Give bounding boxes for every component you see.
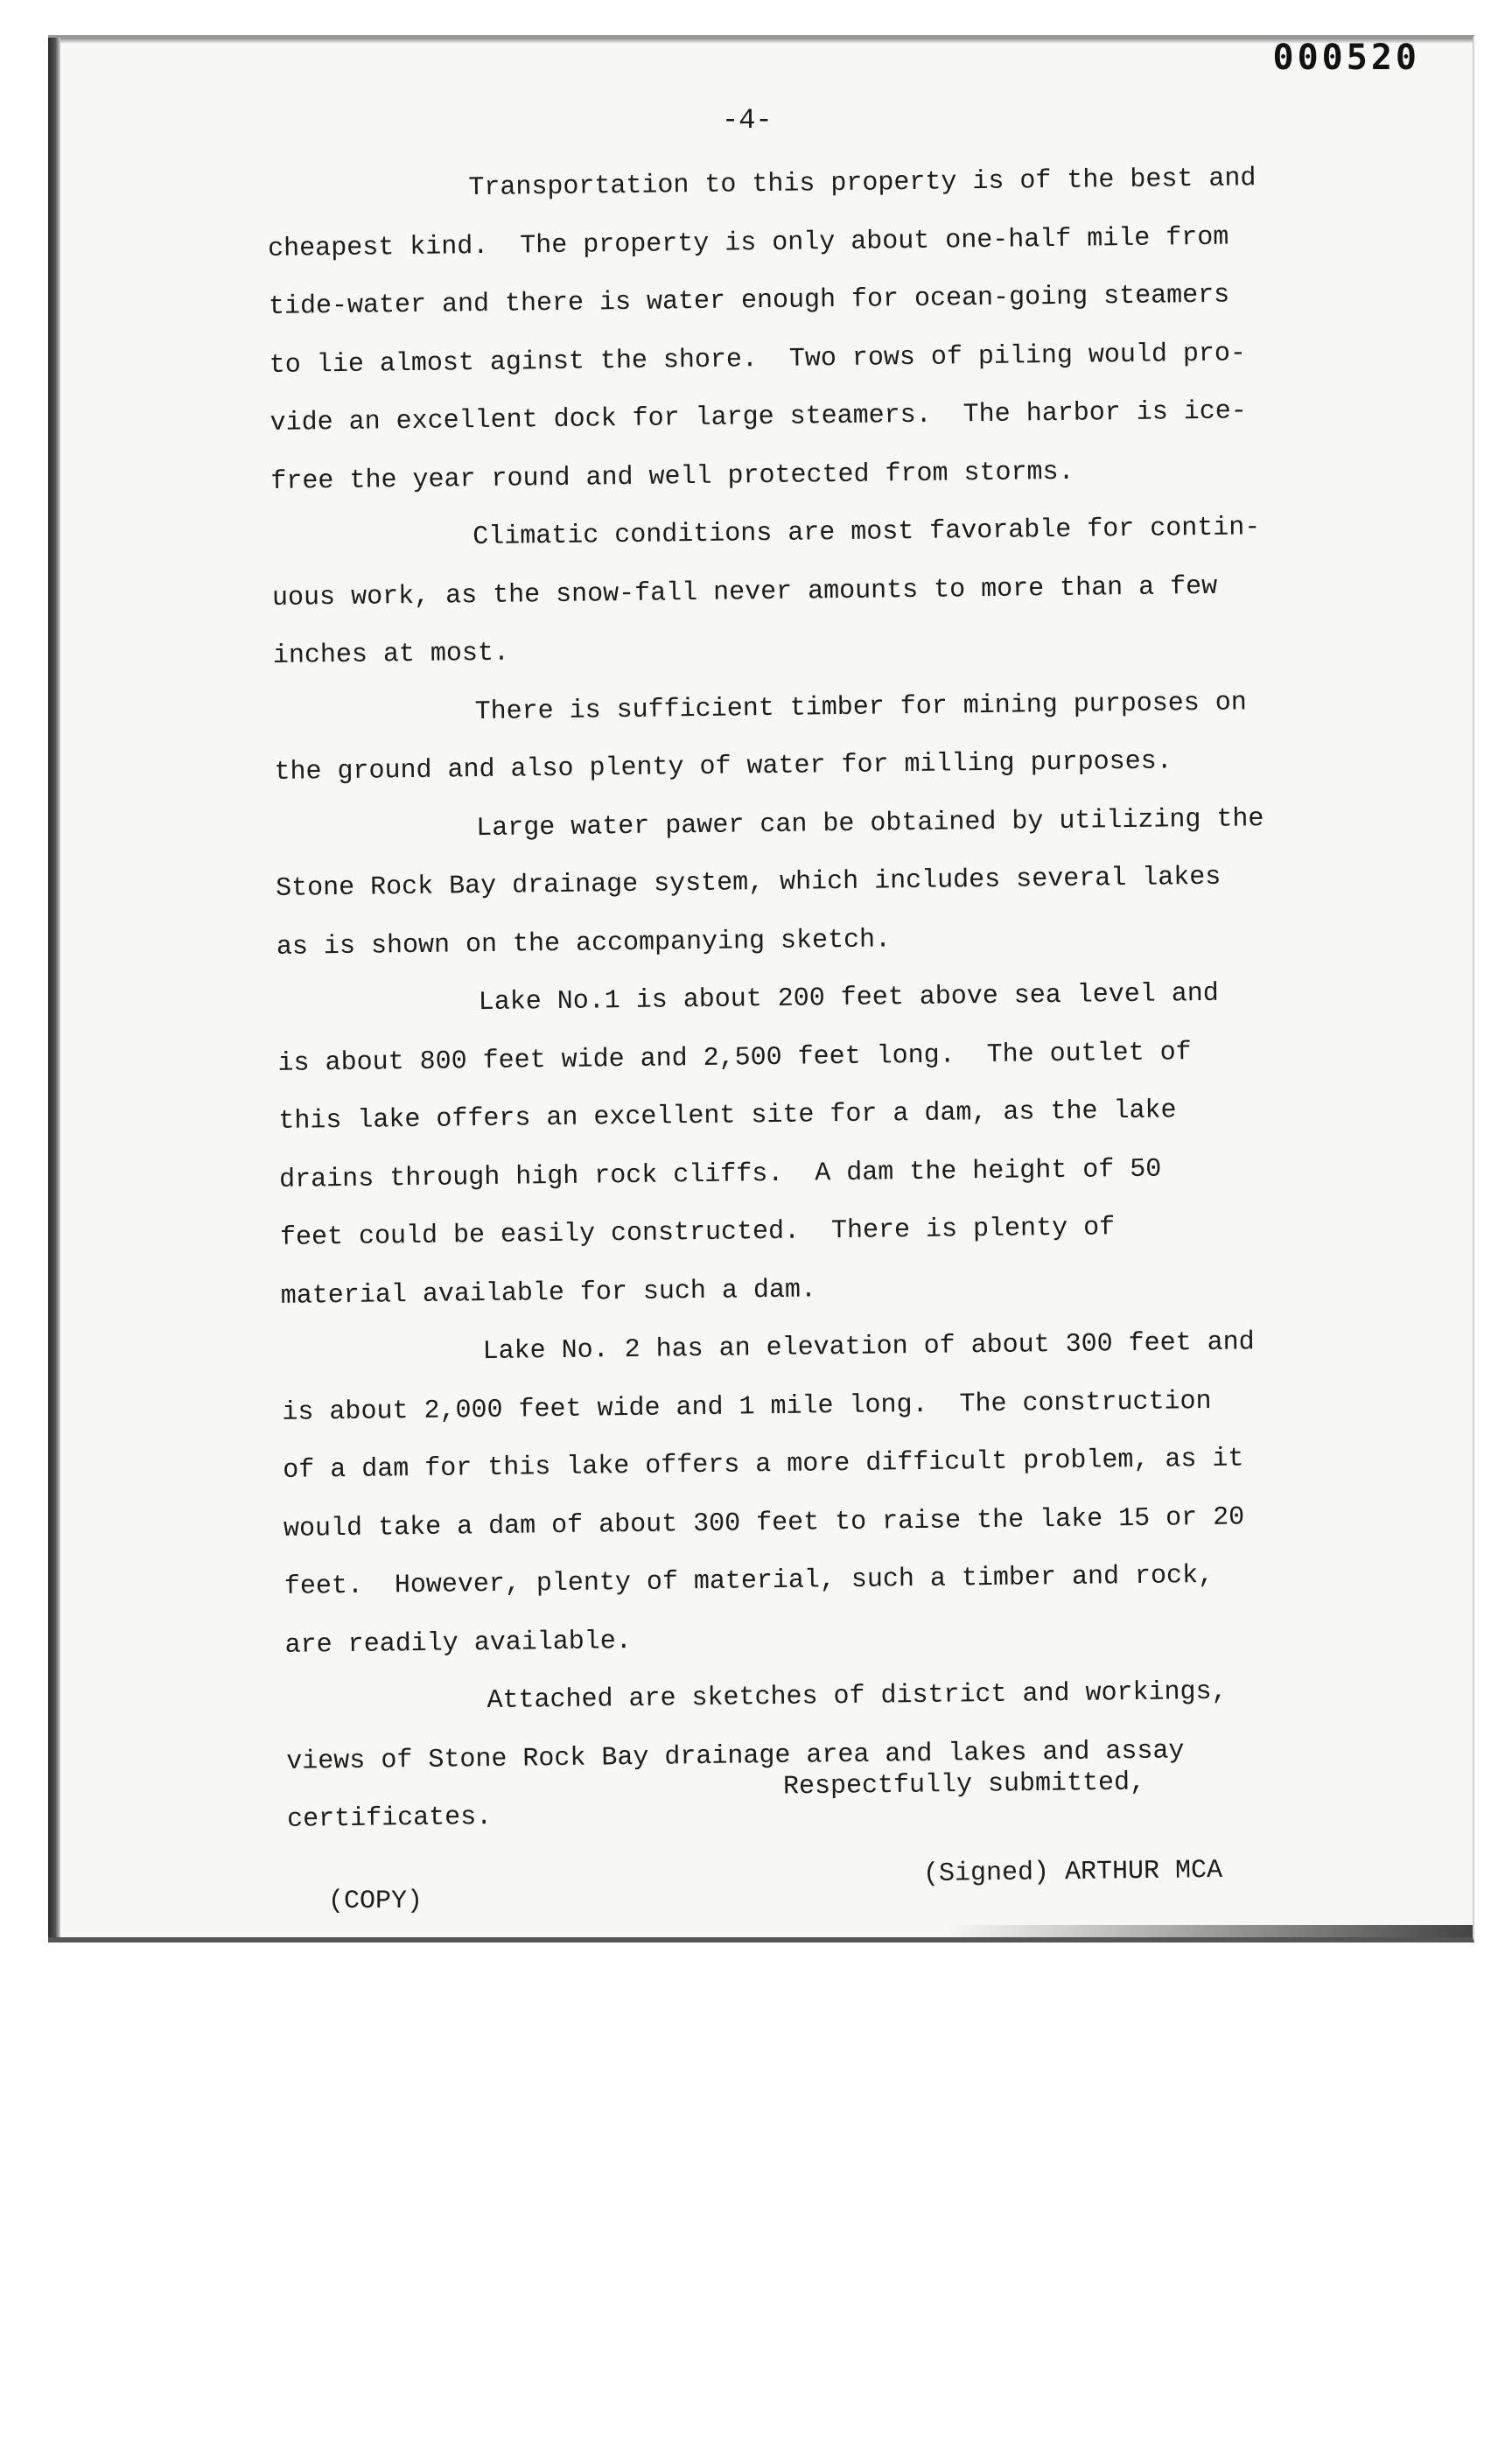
scan-bottom-smudge [948, 1925, 1473, 1937]
copy-mark: (COPY) [328, 1886, 424, 1916]
closing-line: Respectfully submitted, [782, 1768, 1146, 1802]
body-line: Attached are sketches of district and workings, [486, 1676, 1228, 1717]
body-line: There is sufficient timber for mining purposes on [474, 687, 1247, 727]
body-line: to lie almost aginst the shore. Two rows of piling would pro- [269, 338, 1247, 381]
body-line: the ground and also plenty of water for milling purposes. [274, 746, 1172, 788]
body-line: tide-water and there is water enough for ocean-going steamers [268, 280, 1230, 322]
body-line: cheapest kind. The property is only about one-half mile from [268, 222, 1229, 264]
body-line: is about 800 feet wide and 2,500 feet long. The outlet of [277, 1037, 1192, 1079]
body-line: material available for such a dam. [280, 1274, 817, 1312]
body-line: are readily available. [284, 1626, 632, 1661]
body-line: this lake offers an excellent site for a dam, as the lake [278, 1096, 1177, 1137]
body-line: is about 2,000 feet wide and 1 mile long. The construction [282, 1386, 1212, 1428]
signature-line: (Signed) ARTHUR MCA [922, 1855, 1223, 1890]
body-line: vide an excellent dock for large steamers. The harbor is ice- [270, 396, 1247, 438]
body-line: would take a dam of about 300 feet to raise the lake 15 or 20 [283, 1502, 1245, 1544]
scan-left-edge [48, 38, 60, 1937]
body-line: feet could be easily constructed. There is plenty of [279, 1213, 1116, 1253]
body-line: free the year round and well protected from storms. [270, 457, 1074, 497]
body-line: inches at most. [272, 638, 510, 671]
body-line: Transportation to this property is of the best and [468, 164, 1256, 204]
body-line: Large water pawer can be obtained by utilizing the [476, 803, 1264, 844]
body-line: Stone Rock Bay drainage system, which includes several lakes [275, 862, 1222, 904]
document-number: 000520 [1272, 38, 1420, 78]
body-line: of a dam for this lake offers a more difficult problem, as it [283, 1444, 1244, 1486]
letter-body [267, 148, 1468, 1850]
scan-top-edge [48, 38, 1473, 43]
body-line: certificates. [286, 1802, 493, 1835]
body-line: Climatic conditions are most favorable for contin- [472, 513, 1261, 553]
body-line: feet. However, plenty of material, such a timber and rock, [284, 1560, 1214, 1602]
page-number: -4- [722, 104, 773, 136]
body-line: drains through high rock cliffs. A dam the height of 50 [279, 1154, 1162, 1195]
body-line: views of Stone Rock Bay drainage area and lakes and assay [286, 1735, 1185, 1777]
body-line: Lake No. 2 has an elevation of about 300 feet and [482, 1327, 1255, 1368]
scanned-page [48, 35, 1474, 1942]
body-line: as is shown on the accompanying sketch. [276, 924, 892, 962]
body-line: Lake No.1 is about 200 feet above sea level and [478, 978, 1220, 1018]
body-line: uous work, as the snow-fall never amounts to more than a few [271, 571, 1218, 613]
